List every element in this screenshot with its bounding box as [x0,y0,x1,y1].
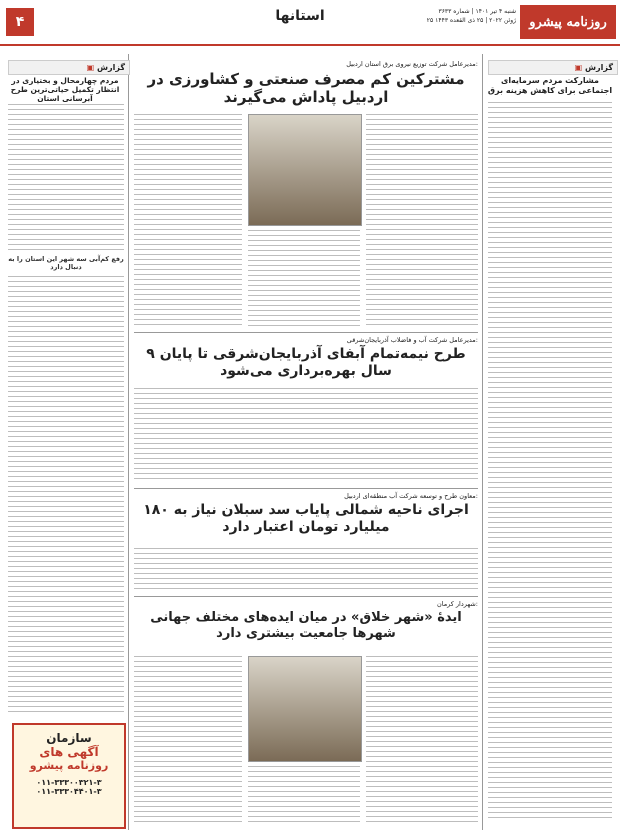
left-col-subhead: رفع کم‌آبی سه شهر این استان را به دنبال دارد [8,255,124,271]
right-col-label: ▣ گزارش [488,60,618,75]
article-text [134,656,242,824]
article-title: ایدهٔ «شهر خلاق» در میان ایده‌های مختلف جهانی شهرها جامعیت بیشتری دارد [150,610,462,641]
article-title: اجرای ناحیه شمالی پایاب سد سبلان نیاز به ۱۸۰ میلیارد تومان اعتبار دارد [143,502,469,535]
article-text [366,114,478,326]
article-text [366,656,478,824]
article-kicker: شهردار کرمان: [436,600,478,608]
newspaper-logo: روزنامه پیشرو [520,5,616,39]
article-text [134,388,478,482]
ad-line: سازمان [46,731,92,745]
article-title: مشترکین کم مصرف صنعتی و کشاورزی در اردبیل پاداش می‌گیرند [147,70,465,106]
article-title: ۹ طرح نیمه‌تمام آبفای آذربایجان‌شرقی تا پایان سال بهره‌برداری می‌شود [146,346,466,379]
ad-line: روزنامه پیشرو [29,759,109,772]
article-photo [248,656,362,762]
article-divider [134,332,478,333]
section-title: استانها [275,8,325,24]
column-divider [128,54,129,830]
article-photo [248,114,362,226]
article-kicker: مدیرعامل شرکت توزیع نیروی برق استان اردبیل: [346,60,478,68]
right-col-title: مشارکت مردم سرمایه‌ای اجتماعی برای کاهش هزینه برق [487,76,613,95]
column-divider [482,54,483,830]
ad-phone: ۰۱۱-۳۳۳۰۴۴۰۱-۳ [36,787,102,796]
date-block [420,7,516,25]
article-text [134,114,242,326]
ad-box [12,723,126,829]
date-line: ۲۵ ژوئن ۲۰۲۲ | ۲۵ ذی القعده ۱۴۴۳ [426,17,516,24]
ad-phone: ۰۱۱-۳۳۳۰۰۳۲۱-۳ [36,778,102,787]
article-kicker: مدیرعامل شرکت آب و فاضلاب آذربایجان‌شرقی: [346,336,478,344]
left-col-text [8,276,124,716]
article-divider [134,488,478,489]
article-text [248,766,360,824]
page-number: ۴ [6,8,34,36]
article-divider [134,596,478,597]
left-col-title: مردم چهارمحال و بختیاری در انتظار تکمیل حیاتی‌ترین طرح آبرسانی استان [10,76,120,103]
article-text [248,230,360,326]
date-line: شنبه ۴ تیر ۱۴۰۱ | شماره ۳۶۳۳ [438,8,516,15]
ad-line: آگهی های [39,745,99,759]
left-col-label: ▣ گزارش [8,60,130,75]
left-col-text [8,104,124,254]
article-text [134,548,478,590]
article-kicker: معاون طرح و توسعه شرکت آب منطقه‌ای اردبیل: [344,492,478,500]
right-col-text [488,102,612,822]
